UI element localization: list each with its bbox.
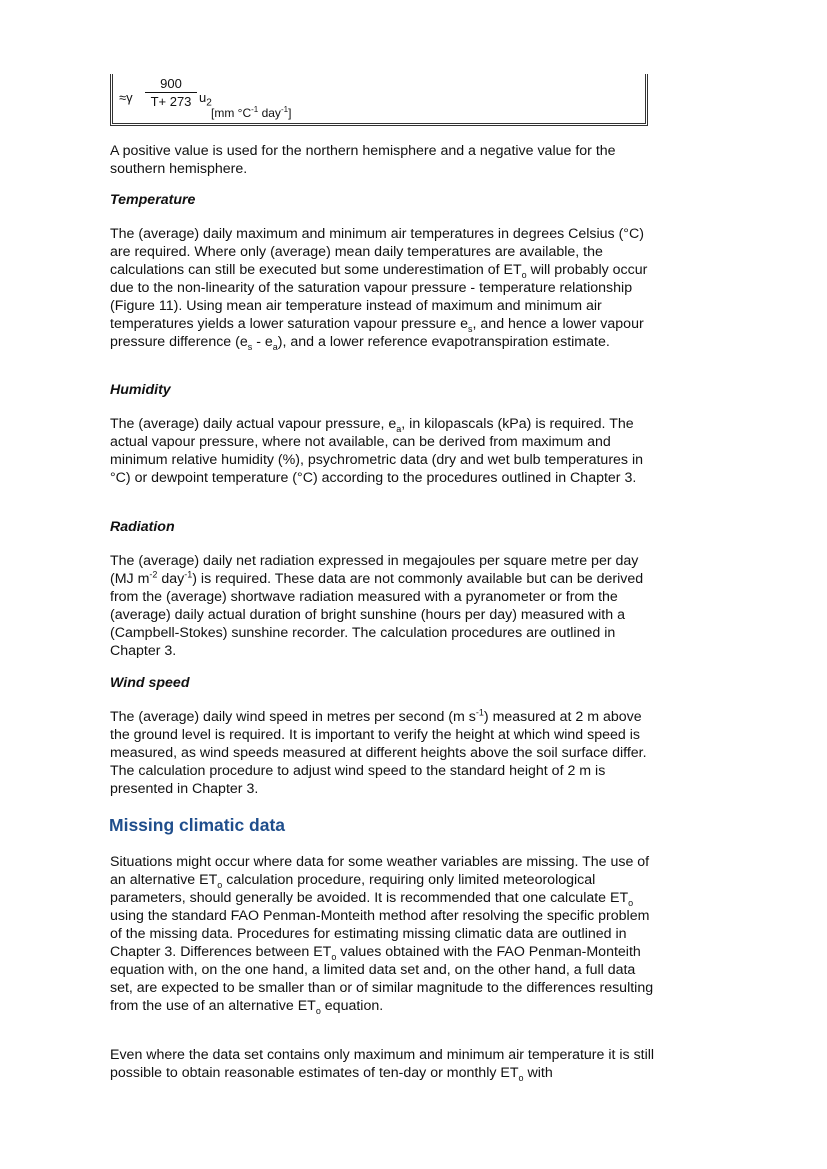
equation-box	[110, 74, 648, 126]
paragraph-temperature-only: Even where the data set contains only maximum and minimum air temperature it is still possible to obtain reasonable estimates of ten-day or monthly $ET_o$ with	[110, 1047, 655, 1083]
heading-wind-speed: Wind speed	[110, 675, 190, 691]
heading-temperature: Temperature	[110, 192, 196, 208]
section-title-missing-climatic-data: Missing climatic data	[109, 815, 286, 835]
equation-wind-term: $u_2$	[199, 90, 212, 109]
fraction-bar	[145, 92, 197, 93]
paragraph-temperature: The (average) daily maximum and minimum air temperatures in degrees Celsius (°C) are required. Where only (average) mean daily temperatures are available, the calculations can still be executed but some underestimation of $ET_o$ will probably occur due to the non-linearity of the saturation vapour pressure - temperature relationship (Figure 11). Using mean air temperature instead of maximum and minimum air temperatures yields a lower saturation vapour pressure $e_s$, and hence a lower vapour pressure difference $(e_s - e_a)$, and a lower reference evapotranspiration estimate.	[110, 226, 648, 352]
equation-approx-gamma: ≈γ	[119, 90, 133, 105]
equation-unit: [mm $^\circ C^{-1}$ day$^{-1}$]	[211, 105, 292, 120]
paragraph-humidity: The (average) daily actual vapour pressure, $e_a$, in kilopascals (kPa) is required. The actual vapour pressure, where not available, can be derived from maximum and minimum relative humidity (%), psychrometric data (dry and wet bulb temperatures in °C) or dewpoint temperature (°C) according to the procedures outlined in Chapter 3.	[110, 416, 644, 486]
equation-denominator: T+ 273	[150, 94, 192, 109]
paragraph-missing-data: Situations might occur where data for some weather variables are missing. The use of an alternative $ET_o$ calculation procedure, requiring only limited meteorological parameters, should generally be avoided. It is recommended that one calculate $ET_o$ using the standard FAO Penman-Monteith method after resolving the specific problem of the missing data. Procedures for estimating missing climatic data are outlined in Chapter 3. Differences between $ET_o$ values obtained with the FAO Penman-Monteith equation with, on the one hand, a limited data set and, on the other hand, a full data set, are expected to be smaller than or of similar magnitude to the differences resulting from the use of an alternative $ET_o$ equation.	[110, 854, 654, 1016]
equation-fraction	[145, 76, 197, 109]
paragraph-wind-speed: The (average) daily wind speed in metres per second (m $s^{-1}$) measured at 2 m above the ground level is required. It is important to verify the height at which wind speed is measured, as wind speeds measured at different heights above the soil surface differ. The calculation procedure to adjust wind speed to the standard height of 2 m is presented in Chapter 3.	[110, 707, 647, 797]
heading-radiation: Radiation	[110, 519, 175, 535]
equation-numerator: 900	[160, 76, 182, 91]
paragraph-radiation: The (average) daily net radiation expressed in megajoules per square metre per day (MJ $m^{-2}$ day$^{-1}$) is required. These data are not commonly available but can be derived from the (average) shortwave radiation measured with a pyranometer or from the (average) daily actual duration of bright sunshine (hours per day) measured with a (Campbell-Stokes) sunshine recorder. The calculation procedures are outlined in Chapter 3.	[110, 553, 644, 659]
paragraph-hemisphere: A positive value is used for the northern hemisphere and a negative value for the southern hemisphere.	[110, 143, 616, 177]
heading-humidity: Humidity	[110, 382, 171, 398]
